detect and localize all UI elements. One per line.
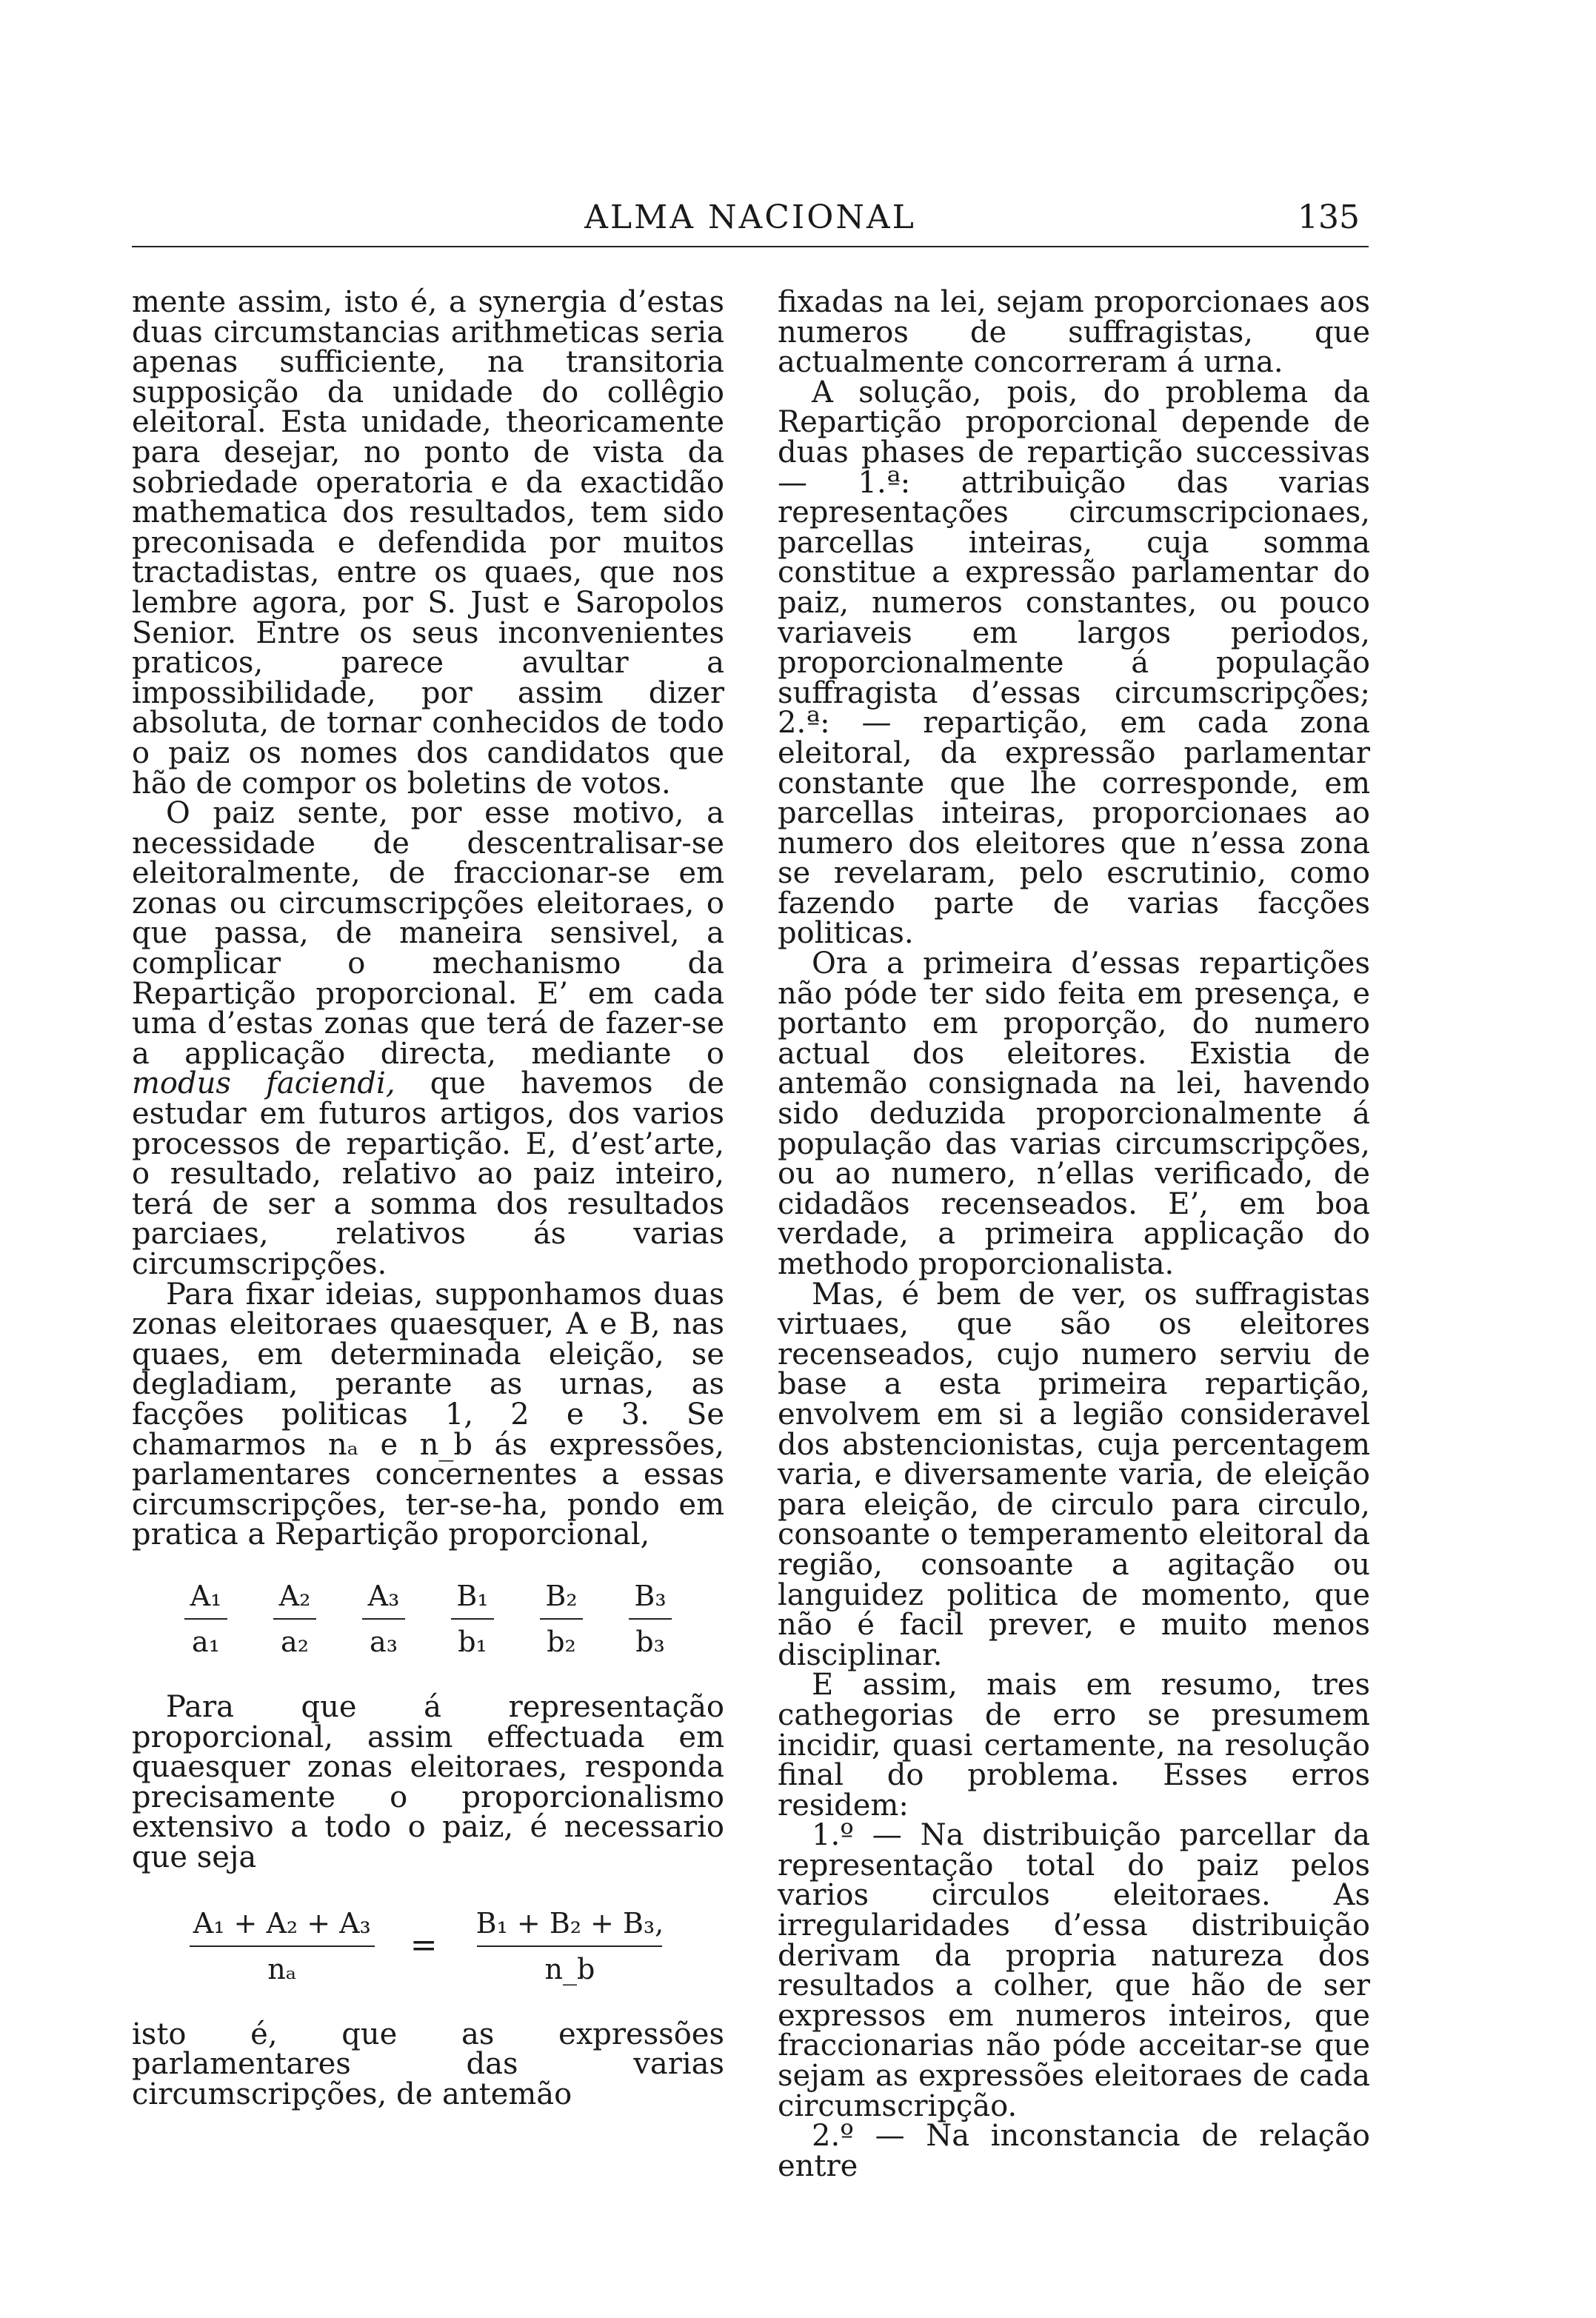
paragraph: A solução, pois, do problema da Repartição proporcional depende de duas phases de repartição successivas — 1.ª: attribuição das varias representações circumscripcionaes, parcellas inteiras, cuja somma constitue a expressão parlamentar do paiz, numeros constantes, ou pouco variaveis em largos periodos, proporcionalmente á população suffragista d’essas circumscripções; 2.ª: — repartição, em cada zona eleitoral, da expressão parlamentar constante que lhe corresponde, em parcellas inteiras, proporcionaes ao numero dos eleitores que n’essa zona se revelaram, pelo escrutinio, como fazendo parte de varias facções politicas. xyxy=(778,375,1370,951)
paragraph: 1.º — Na distribuição parcellar da representação total do paiz pelos varios circulos eleitoraes. As irregularidades d’essa distribuição derivam da propria natureza dos resultados a colher, que hão de ser expressos em numeros inteiros, que fraccionarias não póde acceitar-se que sejam as expressões eleitoraes de cada circumscripção. xyxy=(778,1818,1370,2123)
fraction-bar xyxy=(273,1618,316,1620)
numerator: A₁ xyxy=(190,1579,222,1612)
numerator: A₃ xyxy=(367,1579,400,1612)
paragraph: Para que á representação proporcional, assim effectuada em quaesquer zonas eleitoraes, responda precisamente o proporcionalismo extensivo a todo o paiz, é necessario que seja xyxy=(132,1689,724,1874)
numerator: B₃ xyxy=(634,1579,667,1612)
denominator: b₂ xyxy=(547,1625,576,1658)
paragraph: Para fixar ideias, supponhamos duas zonas eleitoraes quaesquer, A e B, nas quaes, em determinada eleição, se degladiam, perante as urnas, as facções politicas 1, 2 e 3. Se chamarmos nₐ e n_b ás expressões, parlamentares concernentes a essas circumscripções, ter-se-ha, pondo em pratica a Repartição proporcional, xyxy=(132,1277,724,1552)
numerator: B₁ xyxy=(456,1579,489,1612)
fraction-bar xyxy=(477,1945,662,1947)
denominator: a₂ xyxy=(281,1625,309,1658)
italic-phrase: modus faciendi, xyxy=(132,1066,395,1101)
proportion-fractions xyxy=(132,1578,724,1660)
numerator: B₂ xyxy=(545,1579,578,1612)
paragraph: mente assim, isto é, a synergia d’estas duas circumstancias arithmeticas seria apenas sufficiente, na transitoria supposição da unidade do collêgio eleitoral. Esta unidade, theoricamente para desejar, no ponto de vista da sobriedade operatoria e da exactidão mathematica dos resultados, tem sido preconisada e defendida por muitos tractadistas, entre os quaes, que nos lembre agora, por S. Just e Saropolos Senior. Entre os seus inconvenientes praticos, parece avultar a impossibilidade, por assim dizer absoluta, de tornar conhecidos de todo o paiz os nomes dos candidatos que hão de compor os boletins de votos. xyxy=(132,285,724,801)
paragraph: fixadas na lei, sejam proporcionaes aos numeros de suffragistas, que actualmente concorreram á urna. xyxy=(778,285,1370,380)
denominator: b₃ xyxy=(635,1625,665,1658)
sum-equation xyxy=(132,1905,724,1987)
right-column xyxy=(778,287,1370,2181)
denominator: n_b xyxy=(544,1952,595,1985)
header-rule xyxy=(132,246,1369,247)
fraction xyxy=(273,1578,316,1660)
left-column xyxy=(132,287,724,2109)
fraction-bar xyxy=(184,1618,227,1620)
equals-sign: = xyxy=(410,1926,438,1965)
denominator: a₃ xyxy=(370,1625,398,1658)
running-title: ALMA NACIONAL xyxy=(584,198,916,236)
numerator: A₁ + A₂ + A₃ xyxy=(193,1906,371,1940)
fraction xyxy=(473,1905,667,1987)
paragraph: Ora a primeira d’essas repartições não póde ter sido feita em presença, e portanto em proporção, do numero actual dos eleitores. Existia de antemão consignada na lei, havendo sido deduzida proporcionalmente á população das varias circumscripções, ou ao numero, n’ellas verificado, de cidadãos recenseados. E’, em boa verdade, a primeira applicação do methodo proporcionalista. xyxy=(778,946,1370,1281)
fraction xyxy=(451,1578,494,1660)
paragraph: Mas, é bem de ver, os suffragistas virtuaes, que são os eleitores recenseados, cujo numero serviu de base a esta primeira repartição, envolvem em si a legião consideravel dos abstencionistas, cuja percentagem varia, e diversamente varia, de eleição para eleição, de circulo para circulo, consoante o temperamento eleitoral da região, consoante a agitação ou languidez politica de momento, que não é facil prever, e muito menos disciplinar. xyxy=(778,1277,1370,1672)
page-header xyxy=(132,198,1369,243)
numerator: B₁ + B₂ + B₃, xyxy=(475,1906,664,1940)
fraction xyxy=(190,1905,375,1987)
fraction xyxy=(362,1578,405,1660)
paragraph xyxy=(132,798,724,1280)
page-number: 135 xyxy=(1298,198,1360,236)
paragraph-text: O paiz sente, por esse motivo, a necessidade de descentralisar-se eleitoralmente, de fraccionar-se em zonas ou circumscripções eleitoraes, o que passa, de maneira sensivel, a complicar o mechanismo da Repartição proporcional. E’ em cada uma d’estas zonas que terá de fazer-se a applicação directa, mediante o xyxy=(132,796,724,1071)
paragraph: isto é, que as expressões parlamentares das varias circumscripções, de antemão xyxy=(132,2017,724,2111)
fraction xyxy=(540,1578,583,1660)
denominator: a₁ xyxy=(192,1625,220,1658)
paragraph: 2.º — Na inconstancia de relação entre xyxy=(778,2119,1370,2183)
fraction-bar xyxy=(451,1618,494,1620)
paragraph-text: que havemos de estudar em futuros artigos, dos varios processos de repartição. E, d’est’arte, o resultado, relativo ao paiz inteiro, terá de ser a somma dos resultados parciaes, relativos ás varias circumscripções. xyxy=(132,1066,725,1281)
fraction xyxy=(629,1578,672,1660)
fraction xyxy=(184,1578,227,1660)
fraction-bar xyxy=(540,1618,583,1620)
numerator: A₂ xyxy=(278,1579,311,1612)
fraction-bar xyxy=(190,1945,375,1947)
denominator: nₐ xyxy=(267,1952,297,1985)
fraction-bar xyxy=(362,1618,405,1620)
denominator: b₁ xyxy=(458,1625,487,1658)
paragraph: E assim, mais em resumo, tres cathegorias de erro se presumem incidir, quasi certamente, na resolução final do problema. Esses erros residem: xyxy=(778,1668,1370,1823)
fraction-bar xyxy=(629,1618,672,1620)
